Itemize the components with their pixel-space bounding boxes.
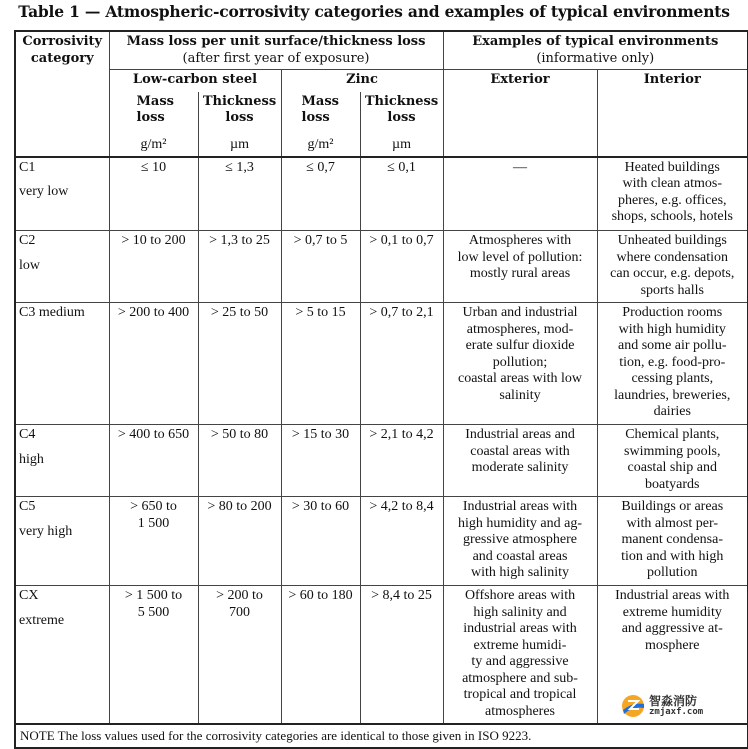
zinc-thickness-loss-cell: ≤ 0,1 bbox=[360, 157, 443, 231]
interior-cell: Production rooms with high humidity and some air pollu- tion, e.g. food-pro- cessing plants, laundries, breweries, dairies bbox=[597, 303, 748, 425]
header-examples-title: Examples of typical environments bbox=[472, 34, 719, 49]
zinc-mass-loss-cell: > 60 to 180 bbox=[281, 586, 360, 724]
category-cell bbox=[15, 586, 109, 724]
category-name: extreme bbox=[19, 612, 65, 628]
category-code: C1 bbox=[19, 159, 36, 175]
steel-thickness-loss-cell: > 80 to 200 bbox=[198, 497, 281, 586]
table-row bbox=[15, 425, 748, 497]
watermark-name: 智淼消防 bbox=[649, 694, 698, 708]
header-interior: Interior bbox=[597, 70, 748, 157]
interior-cell: Industrial areas with extreme humidity and aggressive at- mosphere bbox=[597, 586, 748, 724]
header-examples-group bbox=[443, 31, 748, 70]
category-name: very low bbox=[19, 184, 69, 199]
watermark-logo bbox=[620, 692, 730, 720]
exterior-cell: Industrial areas with high humidity and ag- gressive atmosphere and coastal areas with high salinity bbox=[443, 497, 597, 586]
header-mass-loss-subtitle: (after first year of exposure) bbox=[182, 50, 370, 66]
zinc-thickness-loss-cell: > 2,1 to 4,2 bbox=[360, 425, 443, 497]
zinc-mass-loss-cell: > 15 to 30 bbox=[281, 425, 360, 497]
exterior-cell: Atmospheres with low level of pollution: mostly rural areas bbox=[443, 231, 597, 303]
steel-mass-loss-cell: > 1 500 to 5 500 bbox=[109, 586, 198, 724]
interior-cell: Unheated buildings where condensation can occur, e.g. depots, sports halls bbox=[597, 231, 748, 303]
zinc-mass-loss-cell: ≤ 0,7 bbox=[281, 157, 360, 231]
table-row bbox=[15, 157, 748, 231]
zinc-mass-loss-cell: > 5 to 15 bbox=[281, 303, 360, 425]
zinc-mass-loss-cell: > 0,7 to 5 bbox=[281, 231, 360, 303]
steel-mass-loss-cell: > 10 to 200 bbox=[109, 231, 198, 303]
exterior-cell: Industrial areas and coastal areas with moderate salinity bbox=[443, 425, 597, 497]
steel-thickness-loss-cell: > 25 to 50 bbox=[198, 303, 281, 425]
category-cell bbox=[15, 157, 109, 231]
category-name: low bbox=[19, 257, 40, 273]
category-code: C5 bbox=[19, 499, 36, 514]
steel-thickness-loss-cell: ≤ 1,3 bbox=[198, 157, 281, 231]
interior-cell: Heated buildings with clean atmos- pheres, e.g. offices, shops, schools, hotels bbox=[597, 157, 748, 231]
zinc-thickness-loss-cell: > 8,4 to 25 bbox=[360, 586, 443, 724]
watermark-url: zmjaxf.com bbox=[649, 707, 704, 717]
steel-thickness-loss-cell: > 200 to 700 bbox=[198, 586, 281, 724]
interior-cell: Chemical plants, swimming pools, coastal ship and boatyards bbox=[597, 425, 748, 497]
exterior-cell: Offshore areas with high salinity and industrial areas with extreme humidi- ty and aggressive atmosphere and sub- tropical and tropical atmospheres bbox=[443, 586, 597, 724]
category-code: C2 bbox=[19, 233, 36, 248]
steel-mass-loss-cell: > 650 to 1 500 bbox=[109, 497, 198, 586]
category-cell bbox=[15, 425, 109, 497]
table-row bbox=[15, 303, 748, 425]
header-zinc-thickness-loss: Thickness loss bbox=[360, 92, 443, 129]
table-title: Table 1 — Atmospheric-corrosivity categories and examples of typical environments bbox=[18, 2, 730, 21]
category-name: very high bbox=[19, 523, 73, 539]
header-zinc: Zinc bbox=[281, 70, 443, 92]
zinc-thickness-loss-cell: > 4,2 to 8,4 bbox=[360, 497, 443, 586]
steel-mass-loss-cell: > 200 to 400 bbox=[109, 303, 198, 425]
watermark-logo-icon bbox=[620, 694, 646, 718]
zinc-thickness-loss-cell: > 0,7 to 2,1 bbox=[360, 303, 443, 425]
category-code: C3 medium bbox=[19, 305, 85, 320]
unit-steel-mass: g/m² bbox=[109, 129, 198, 157]
category-code: C4 bbox=[19, 427, 36, 442]
header-steel-thickness-loss: Thickness loss bbox=[198, 92, 281, 129]
exterior-cell: — bbox=[443, 157, 597, 231]
header-exterior: Exterior bbox=[443, 70, 597, 157]
table-note: NOTE The loss values used for the corrosivity categories are identical to those given in ISO 9223. bbox=[15, 724, 748, 749]
table-row bbox=[15, 231, 748, 303]
unit-steel-thickness: µm bbox=[198, 129, 281, 157]
header-mass-loss-title: Mass loss per unit surface/thickness loss bbox=[126, 34, 426, 49]
header-steel-mass-loss: Mass loss bbox=[109, 92, 198, 129]
unit-zinc-thickness: µm bbox=[360, 129, 443, 157]
header-category: Corrosivity category bbox=[15, 31, 109, 157]
steel-thickness-loss-cell: > 1,3 to 25 bbox=[198, 231, 281, 303]
unit-zinc-mass: g/m² bbox=[281, 129, 360, 157]
table-row bbox=[15, 497, 748, 586]
zinc-mass-loss-cell: > 30 to 60 bbox=[281, 497, 360, 586]
header-zinc-mass-loss: Mass loss bbox=[281, 92, 360, 129]
header-mass-loss-group bbox=[109, 31, 443, 70]
exterior-cell: Urban and industrial atmospheres, mod- erate sulfur dioxide pollution; coastal areas with low salinity bbox=[443, 303, 597, 425]
interior-cell: Buildings or areas with almost per- manent condensa- tion and with high pollution bbox=[597, 497, 748, 586]
steel-mass-loss-cell: > 400 to 650 bbox=[109, 425, 198, 497]
category-code: CX bbox=[19, 588, 39, 603]
category-cell bbox=[15, 497, 109, 586]
steel-thickness-loss-cell: > 50 to 80 bbox=[198, 425, 281, 497]
zinc-thickness-loss-cell: > 0,1 to 0,7 bbox=[360, 231, 443, 303]
category-cell bbox=[15, 303, 109, 425]
header-steel: Low-carbon steel bbox=[109, 70, 281, 92]
category-name: high bbox=[19, 451, 44, 467]
corrosivity-table bbox=[14, 30, 748, 749]
header-examples-subtitle: (informative only) bbox=[536, 50, 655, 66]
steel-mass-loss-cell: ≤ 10 bbox=[109, 157, 198, 231]
category-cell bbox=[15, 231, 109, 303]
